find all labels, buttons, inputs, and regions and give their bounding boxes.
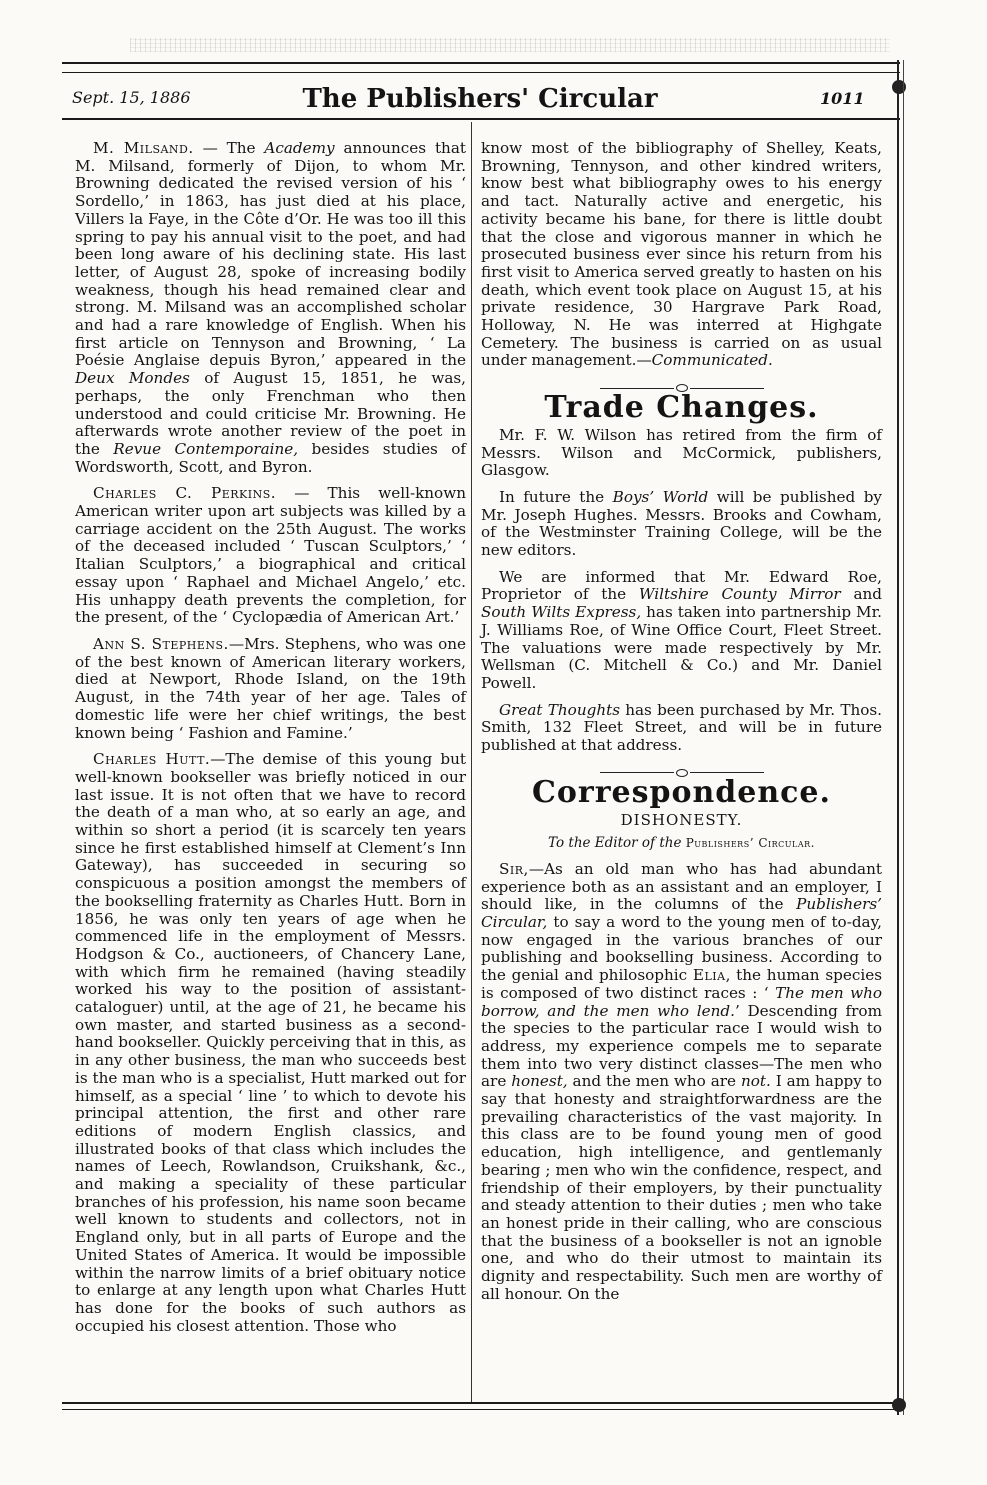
page-number: 1011 (820, 89, 865, 108)
hutt-continuation: know most of the bibliography of Shelley, Keats, Browning, Tennyson, and other kindred writers, know best what bibliography owes to his energy and tact. Naturally active and energetic, his activity became his bane, for there is little doubt that the close and vigorous manner in which he prosecuted business ever since his return from his first visit to America served greatly to hasten on his death, which event took place on August 15, at his private residence, 30 Hargrave Park Road, Holloway, N. He was interred at Highgate Cemetery. The business is carried on as usual under management.—Communicated. (481, 139, 882, 370)
right-border (897, 60, 899, 1415)
trade-paragraph-1: Mr. F. W. Wilson has retired from the firm of Messrs. Wilson and McCormick, publishers, Glasgow. (481, 425, 882, 480)
trade-paragraph-4: Great Thoughts has been purchased by Mr. Thos. Smith, 132 Fleet Street, and will be in future published at that address. (481, 700, 882, 755)
deux-mondes-title: Deux Mondes (75, 369, 190, 388)
issue-date: Sept. 15, 1886 (72, 88, 191, 107)
stephens-name: Ann S. Stephens. (93, 634, 229, 653)
milsand-name: M. Milsand. (93, 139, 194, 157)
bottom-rule-thin (62, 1409, 900, 1410)
milsand-paragraph: M. Milsand. — The Academy announces that M. Milsand, formerly of Dijon, to whom Mr. Browning dedicated the revised version of his ‘ Sordello,’ in 1863, has just died at his place, Villers la Faye, in the Côte d’Or. He was too ill this spring to pay his annual visit to the poet, and had been long aware of his declining state. His last letter, of August 28, spoke of increasing bodily weakness, though his head remained clear and strong. M. Milsand was an accomplished scholar and had a rare knowledge of English. When his first article on Tennyson and Browning, ‘ La Poésie Anglaise depuis Byron,’ appeared in the Deux Mondes of August 15, 1851, he was, perhaps, the only Frenchman who then understood and could criticise Mr. Browning. He afterwards wrote another review of the poet in the Revue Contemporaine, besides studies of Wordsworth, Scott, and Byron. (75, 139, 467, 476)
top-print-noise (130, 38, 890, 52)
section-divider-2 (481, 764, 882, 776)
trade-changes-heading: Trade Changes. (544, 390, 819, 426)
top-rule (62, 62, 900, 64)
right-border-thin (903, 60, 904, 1415)
bottom-rule (62, 1402, 900, 1404)
hutt-name: Charles Hutt. (93, 750, 211, 769)
hutt-paragraph: Charles Hutt.—The demise of this young but well-known bookseller was briefly noticed in our last issue. It is not often that we have to record the death of a man who, at so early an age, and within so short a period (it is scarcely ten years since he first established himself at Clement’s Inn Gateway), has succeeded in securing so conspicuous a position amongst the members of the bookselling fraternity as Charles Hutt. Born in 1856, he was only ten years of age when he commenced life in the employment of Messrs. Hodgson & Co., auctioneers, of Chancery Lane, with which firm he remained (having steadily worked his way to the position of assistant-cataloguer) until, at the age of 21, he became his own master, and started business as a second-hand bookseller. Quickly perceiving that in this, as in any other business, the man who succeeds best is the man who is a specialist, Hutt marked out for himself, as a special ‘ line ’ to which to devote his principal attention, the first and other rare editions of modern English classics, and illustrated books of that class which includes the names of Leech, Rowlandson, Cruikshank, &c., and making a speciality of these particular branches of his profession, his name soon became well known to students and collectors, not in England only, but in all parts of Europe and the United States of America. It would be impossible within the narrow limits of a brief obituary notice to enlarge at any length upon what Charles Hutt has done for the books of such authors as occupied his closest attention. Those who (75, 750, 466, 1335)
letter-title: DISHONESTY. (620, 810, 743, 829)
correspondence-heading: Correspondence. (532, 774, 831, 810)
stephens-paragraph: Ann S. Stephens.—Mrs. Stephens, who was one of the best known of American literary workers, died at Newport, Rhode Island, on the 19th August, in the 74th year of her age. Tales of domestic life were her chief writings, the best known being ‘ Fashion and Famine.’ (75, 634, 466, 742)
trade-paragraph-3: We are informed that Mr. Edward Roe, Proprietor of the Wiltshire County Mirror and South Wilts Express, has taken into partnership Mr. J. Williams Roe, of Wine Office Court, Fleet Street. The valuations were made respectively by Mr. Wellsman (C. Mitchell & Co.) and Mr. Daniel Powell. (481, 567, 883, 692)
perkins-name: Charles C. Perkins. (93, 484, 277, 503)
corner-ornament-icon-bottom (892, 1398, 906, 1412)
letter-address: To the Editor of the Publishers’ Circular. (548, 835, 815, 852)
header-rule (62, 118, 900, 120)
perkins-paragraph: Charles C. Perkins. — This well-known American writer upon art subjects was killed by a carriage accident on the 25th August. The works of the deceased included ‘ Tuscan Sculptors,’ ‘ Italian Sculptors,’ a biographical and critical essay upon ‘ Raphael and Michael Angelo,’ etc. His unhappy death prevents the completion, for the present, of the ‘ Cyclopædia of American Art.’ (75, 484, 466, 627)
top-rule-thin (62, 72, 900, 73)
right-column (481, 140, 882, 1312)
academy-title: Academy (264, 139, 335, 157)
trade-paragraph-2: In future the Boys’ World will be published by Mr. Joseph Hughes. Messrs. Brooks and Cowham, of the Westminster Training College, will be the new editors. (481, 487, 883, 560)
column-divider (471, 122, 472, 1402)
revue-title: Revue Contemporaine, (113, 439, 299, 458)
letter-body: Sir,—As an old man who has had abundant experience both as an assistant and an employer, I should like, in the columns of the Publishers’ Circular, to say a word to the young men of to-day, now engaged in the various branches of our publishing and bookselling business. According to the genial and philosophic Elia, the human species is composed of two distinct races : ‘ The men who borrow, and the men who lend.’ Descending from the species to the particular race I would wish to address, my experience compels me to separate them into two very distinct classes—The men who are honest, and the men who are not. I am happy to say that honesty and straightforwardness are the prevailing characteristics of the vast majority. In this class are to be found young men of good education, high intelligence, and gentlemanly bearing ; men who win the confidence, respect, and friendship of their employers, by their punctuality and steady attention to their duties ; men who take an honest pride in their calling, who are conscious that the business of a bookseller is not an ignoble one, and who do their utmost to maintain its dignity and respectability. Such men are worthy of all honour. On the (481, 859, 883, 1303)
left-column (75, 140, 466, 1344)
section-divider (481, 379, 882, 391)
journal-title: The Publishers' Circular (302, 84, 658, 114)
